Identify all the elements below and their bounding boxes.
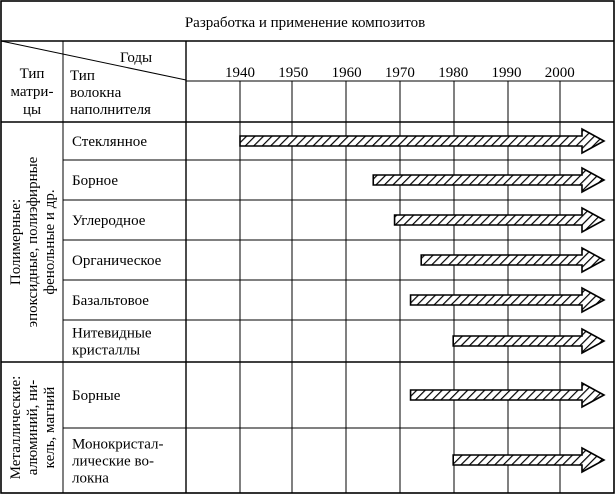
development-arrow bbox=[453, 329, 604, 353]
matrix-type-label-line: алюминий, ни- bbox=[25, 379, 41, 476]
development-arrow bbox=[453, 448, 604, 472]
fiber-type-label bbox=[72, 388, 121, 404]
fiber-header-label bbox=[70, 68, 151, 118]
matrix-type-label-line: кель, магний bbox=[42, 386, 58, 469]
fiber-type-label bbox=[72, 134, 147, 150]
matrix-type-label-line: эпоксидные, полиэфирные bbox=[25, 156, 41, 328]
matrix-header-label bbox=[11, 66, 54, 118]
fiber-type-label-line: Монокристал- bbox=[72, 436, 164, 453]
year-label: 1940 bbox=[225, 65, 255, 81]
fiber-type-label bbox=[72, 173, 118, 189]
matrix-type-label bbox=[8, 376, 58, 480]
fiber-type-label-line: Базальтовое bbox=[72, 293, 149, 309]
fiber-type-label bbox=[72, 293, 149, 309]
development-arrow bbox=[395, 208, 604, 232]
years-header-label: Годы bbox=[120, 50, 153, 66]
fiber-type-label-line: локна bbox=[72, 470, 109, 487]
year-label: 2000 bbox=[544, 65, 575, 81]
fiber-type-label bbox=[72, 253, 162, 269]
fiber-type-label-line: Стеклянное bbox=[72, 134, 148, 150]
fiber-type-label-line: лические во- bbox=[72, 453, 154, 470]
fiber-header-line: Тип bbox=[70, 68, 95, 84]
year-label: 1950 bbox=[278, 65, 309, 81]
fiber-header-line: наполнителя bbox=[70, 102, 151, 118]
fiber-type-label-line: Борное bbox=[72, 173, 118, 189]
year-label: 1990 bbox=[491, 65, 522, 81]
matrix-header-line: цы bbox=[22, 102, 42, 118]
diagram-title: Разработка и применение композитов bbox=[184, 15, 426, 31]
development-arrow bbox=[240, 129, 604, 153]
development-arrow bbox=[411, 383, 604, 407]
fiber-type-label-line: Нитевидные bbox=[72, 325, 152, 342]
year-label: 1960 bbox=[331, 65, 362, 81]
matrix-header-line: Тип bbox=[19, 66, 45, 82]
fiber-type-label-line: кристаллы bbox=[72, 342, 141, 359]
matrix-header-line: матри- bbox=[10, 84, 54, 100]
fiber-header-line: волокна bbox=[70, 85, 122, 101]
development-arrow bbox=[411, 288, 604, 312]
matrix-type-label-line: Металлические: bbox=[8, 375, 24, 480]
year-label: 1980 bbox=[438, 65, 469, 81]
fiber-type-label bbox=[72, 326, 152, 359]
development-arrow bbox=[421, 248, 604, 272]
fiber-type-label bbox=[72, 213, 146, 229]
matrix-type-label-line: фенольные и др. bbox=[42, 189, 58, 295]
matrix-type-label bbox=[8, 156, 58, 327]
fiber-type-label-line: Борные bbox=[72, 388, 121, 404]
fiber-type-label-line: Органическое bbox=[72, 253, 162, 269]
fiber-type-label bbox=[72, 437, 163, 487]
year-label: 1970 bbox=[384, 65, 415, 81]
development-arrow bbox=[373, 168, 604, 192]
matrix-type-label-line: Полимерные: bbox=[8, 198, 24, 286]
fiber-type-label-line: Углеродное bbox=[72, 213, 146, 229]
